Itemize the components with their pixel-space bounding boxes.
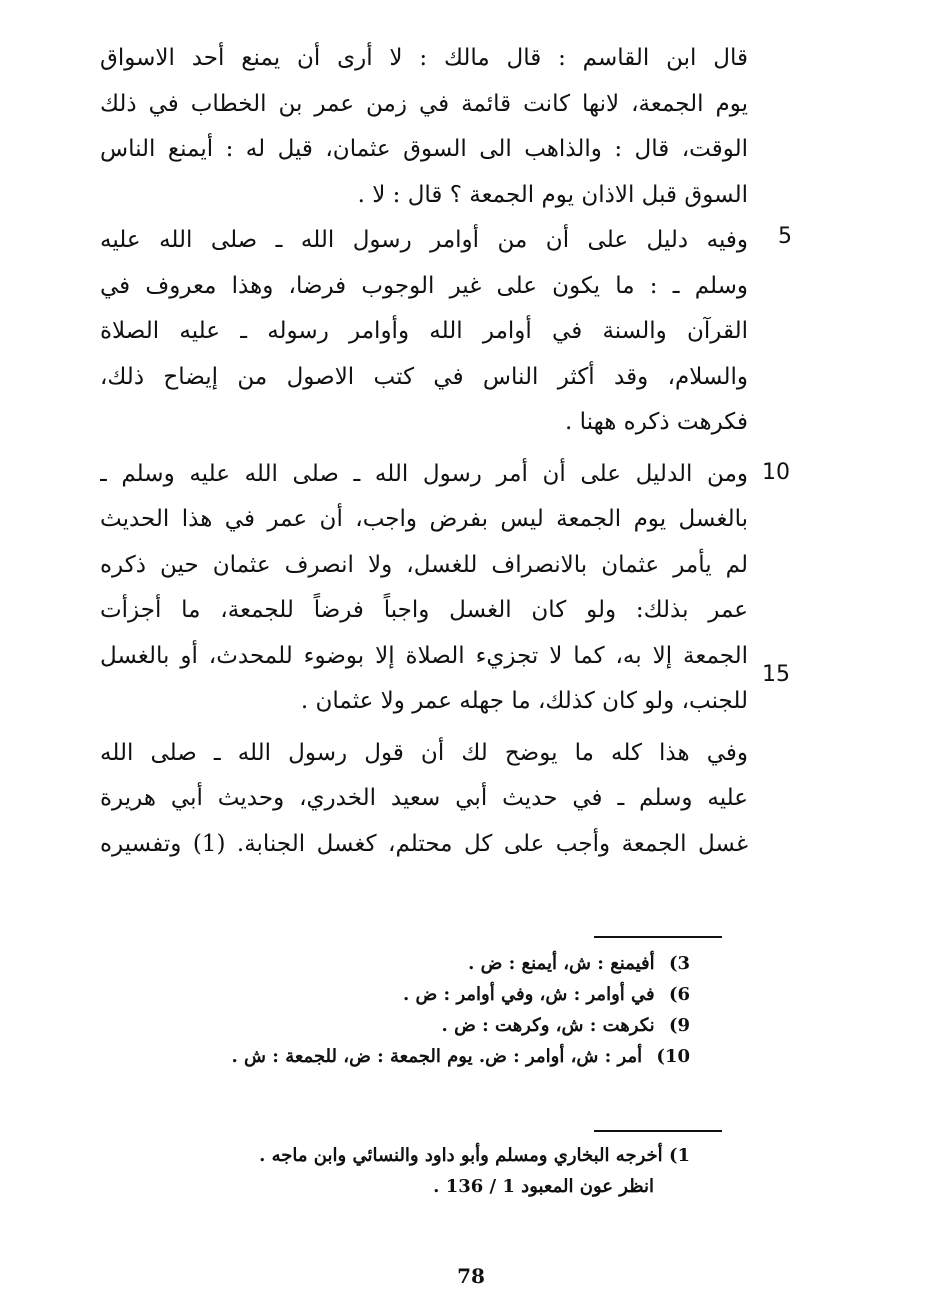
text-line: والسلام، وقد أكثر الناس في كتب الاصول من إيضاح ذلك،	[100, 363, 748, 390]
variant-note	[150, 1041, 690, 1072]
footnotes-separator	[594, 1130, 722, 1132]
page-number: 78	[457, 1264, 485, 1288]
text-line: لم يأمر عثمان بالانصراف للغسل، ولا انصرف عثمان حين ذكره	[100, 551, 748, 578]
footnote-mark: 1)	[668, 1145, 690, 1166]
note-text: أفيمنع : ش، أيمنع : ض .	[468, 953, 655, 974]
note-text: أمر : ش، أوامر : ض. يوم الجمعة : ض، للجمعة : ش .	[231, 1046, 643, 1067]
footnote	[150, 1140, 690, 1171]
line-number: 10	[762, 460, 790, 485]
text-line: الوقت، قال : والذاهب الى السوق عثمان، قيل له : أيمنع الناس	[100, 136, 748, 162]
line-number: 15	[762, 662, 790, 687]
variant-note	[150, 979, 690, 1010]
text-line: الجمعة إلا به، كما لا تجزيء الصلاة إلا بوضوء للمحدث، أو بالغسل	[100, 642, 748, 669]
footnotes	[150, 1140, 690, 1202]
text-line: وفي هذا كله ما يوضح لك أن قول رسول الله ـ صلى الله	[100, 739, 748, 766]
text-line: عليه وسلم ـ في حديث أبي سعيد الخدري، وحديث أبي هريرة	[100, 785, 748, 811]
text-line: ومن الدليل على أن أمر رسول الله ـ صلى الله عليه وسلم ـ	[100, 460, 748, 487]
text-line: غسل الجمعة وأجب على كل محتلم، كغسل الجنابة. (1) وتفسيره	[100, 830, 748, 857]
note-mark: 3)	[668, 953, 690, 974]
note-mark: 9)	[668, 1015, 690, 1036]
variant-notes	[150, 948, 690, 1072]
notes-separator	[594, 936, 722, 938]
footnote-continuation: انظر عون المعبود 1 / 136 .	[433, 1176, 654, 1197]
line-number: 5	[778, 224, 792, 249]
variant-note	[150, 948, 690, 979]
footnote-text: أخرجه البخاري ومسلم وأبو داود والنسائي وابن ماجه .	[259, 1145, 663, 1166]
text-line: وفيه دليل على أن من أوامر رسول الله ـ صلى الله عليه	[100, 227, 748, 253]
text-line: السوق قبل الاذان يوم الجمعة ؟ قال : لا .	[357, 181, 748, 208]
text-line: يوم الجمعة، لانها كانت قائمة في زمن عمر بن الخطاب في ذلك	[100, 90, 748, 117]
text-line: بالغسل يوم الجمعة ليس بفرض واجب، أن عمر في هذا الحديث	[100, 506, 748, 532]
note-mark: 10)	[656, 1046, 690, 1067]
text-line: وسلم ـ : ما يكون على غير الوجوب فرضا، وهذا معروف في	[100, 272, 748, 299]
text-line: قال ابن القاسم : قال مالك : لا أرى أن يمنع أحد الاسواق	[100, 45, 748, 71]
text-line: عمر بذلك: ولو كان الغسل واجباً فرضاً للجمعة، ما أجزأت	[100, 597, 748, 623]
note-text: في أوامر : ش، وفي أوامر : ض .	[402, 984, 655, 1005]
main-text	[100, 36, 748, 867]
variant-note	[150, 1010, 690, 1041]
note-text: نكرهت : ش، وكرهت : ض .	[441, 1015, 655, 1036]
text-line: القرآن والسنة في أوامر الله وأوامر رسوله ـ عليه الصلاة	[100, 318, 748, 344]
text-line: للجنب، ولو كان كذلك، ما جهله عمر ولا عثمان .	[300, 688, 748, 714]
note-mark: 6)	[668, 984, 690, 1005]
text-line: فكرهت ذكره ههنا .	[565, 409, 748, 435]
